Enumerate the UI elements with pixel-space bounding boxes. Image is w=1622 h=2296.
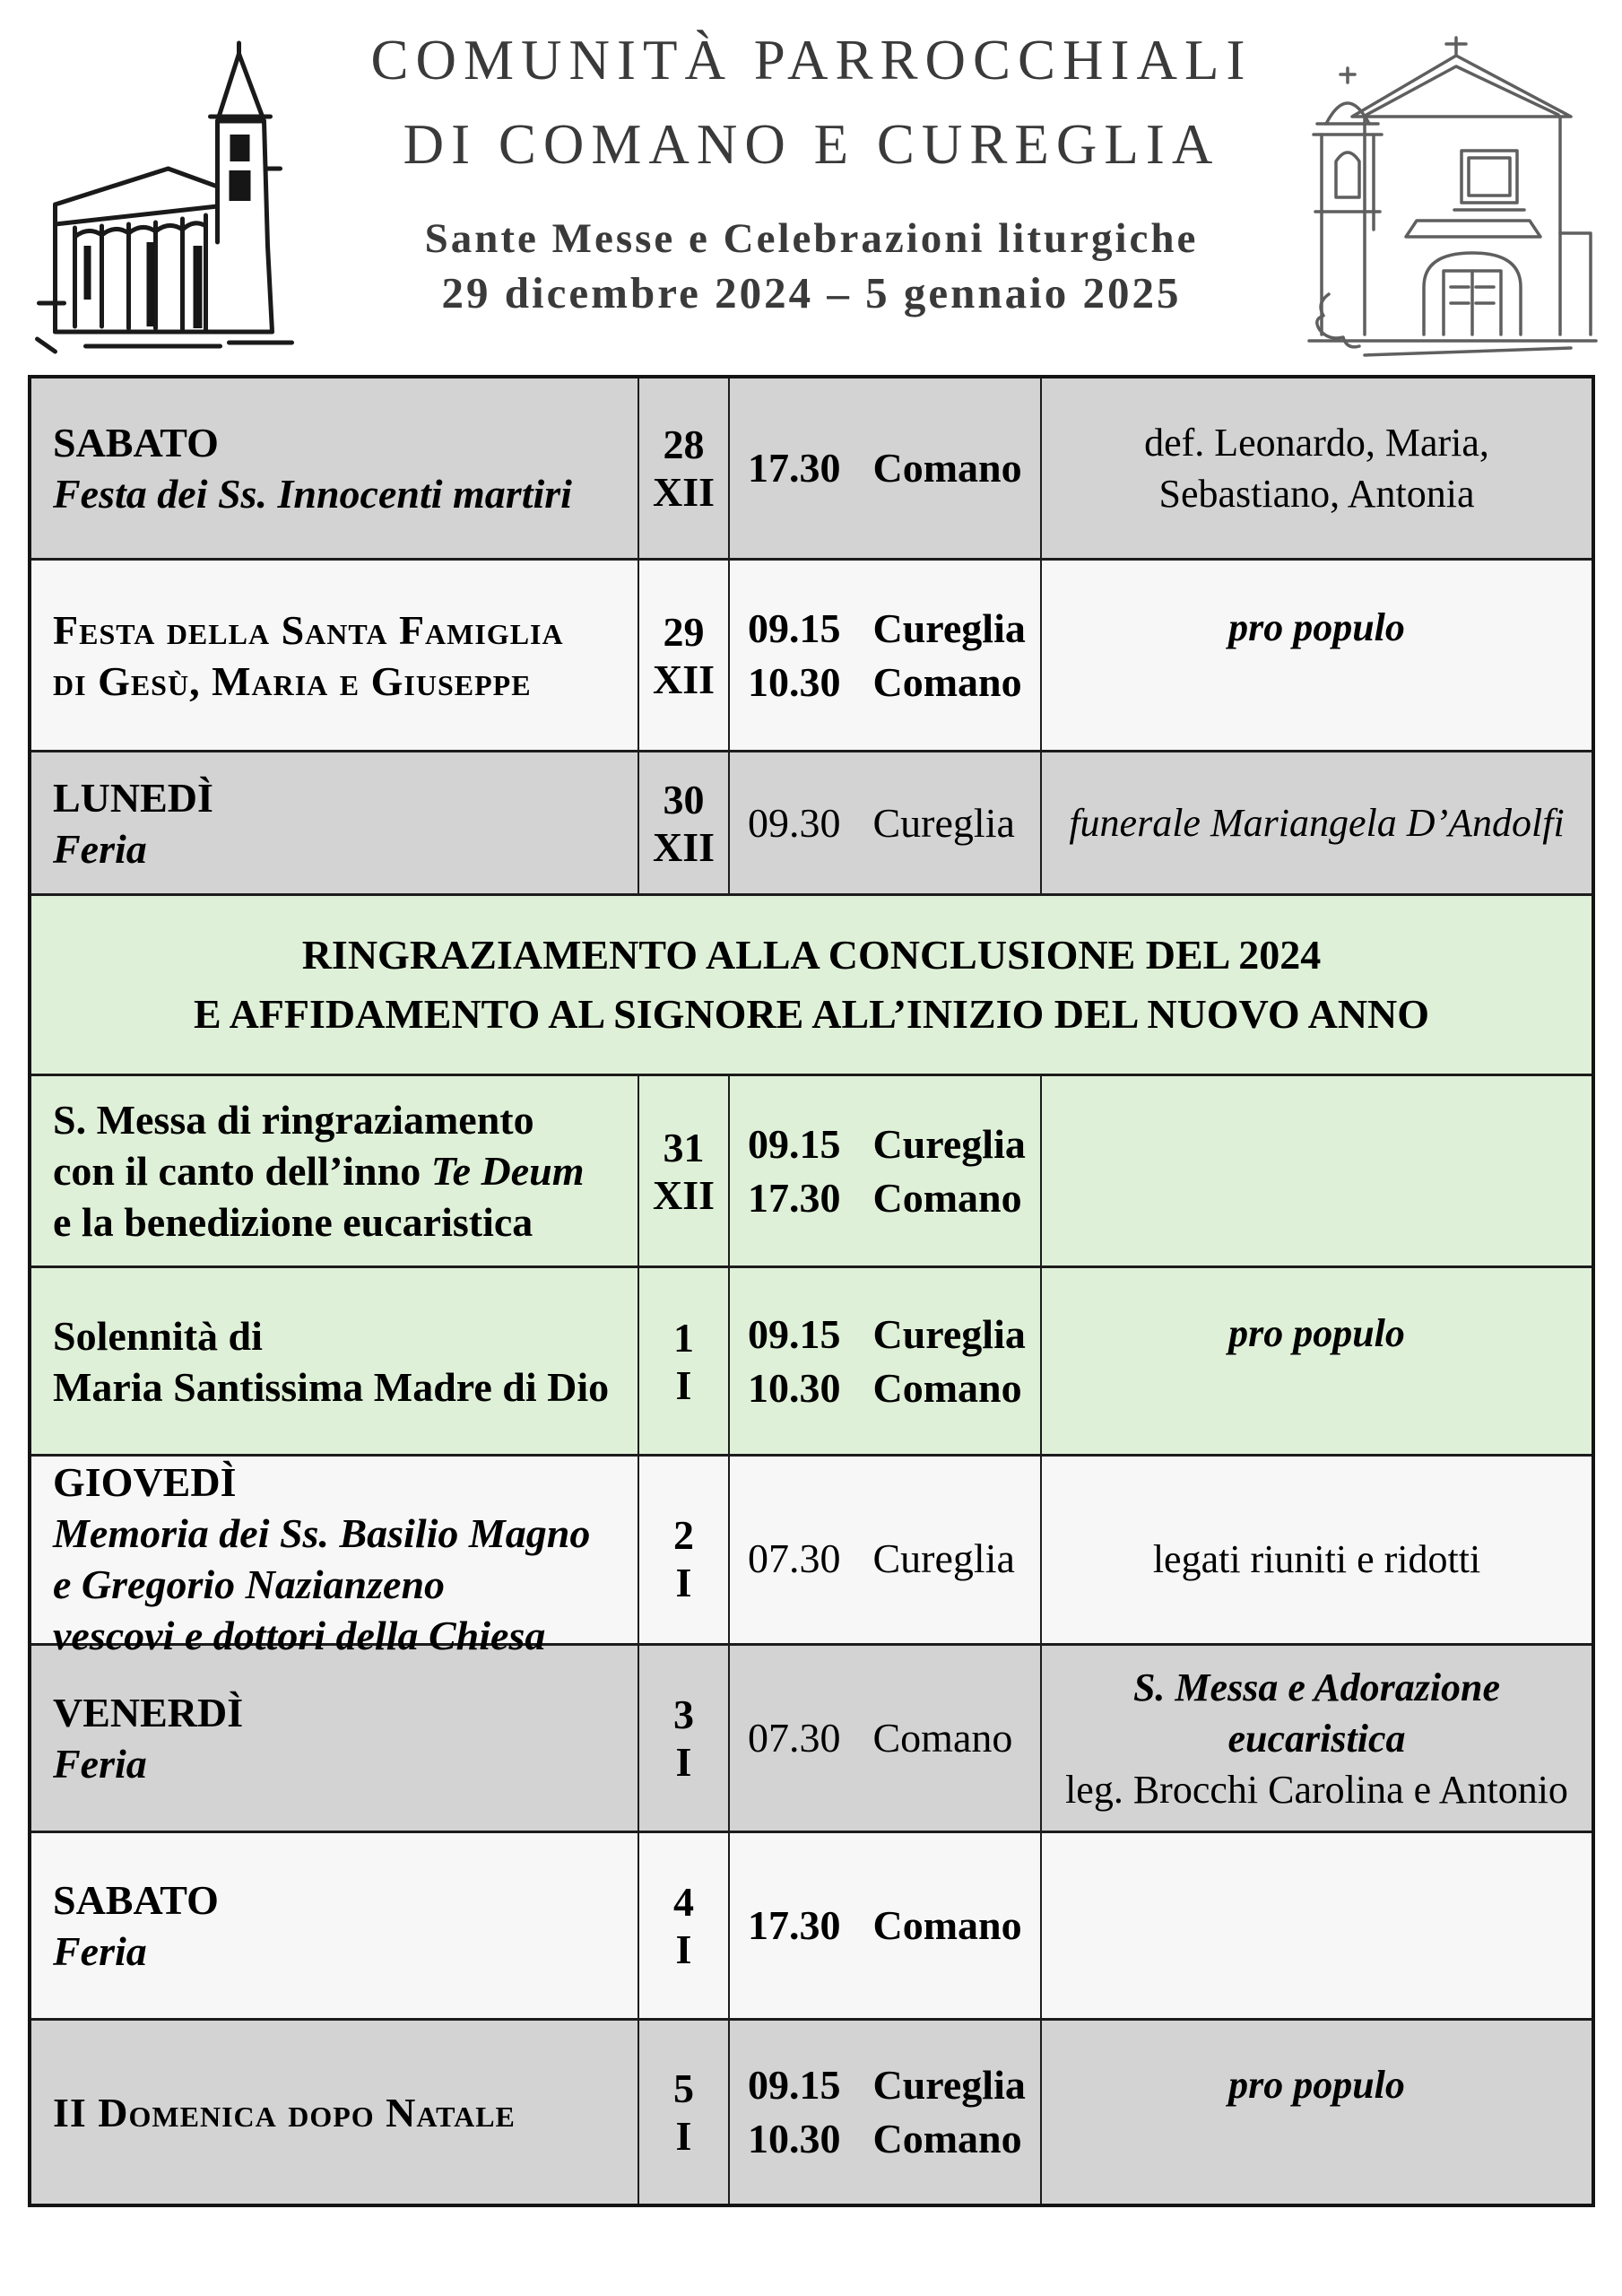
celebration-name: S. Messa di ringraziamento (53, 1097, 534, 1143)
mass-time: 10.30 (748, 1364, 841, 1411)
mass-place: Cureglia (872, 1120, 1026, 1167)
banner-line1: RINGRAZIAMENTO ALLA CONCLUSIONE DEL 2024 (301, 932, 1322, 978)
day-cell (31, 752, 638, 893)
mass-place: Cureglia (872, 1535, 1015, 1581)
feast-name: Maria Santissima Madre di Dio (53, 1363, 610, 1410)
day-cell (31, 2021, 638, 2204)
table-row-giovedi-2 (31, 1454, 1592, 1658)
day-cell (31, 1833, 638, 2018)
date-cell (638, 2021, 728, 2204)
feast-name: vescovi e dottori della Chiesa (53, 1613, 546, 1658)
feast-name: II Domenica dopo Natale (53, 2089, 516, 2135)
date-cell (638, 752, 728, 893)
schedule-entry (748, 1308, 1040, 1361)
day-name: LUNEDÌ (53, 774, 213, 821)
mass-time: 07.30 (748, 1715, 841, 1761)
date-cell (638, 1646, 728, 1831)
date-month: XII (652, 656, 716, 702)
mass-place: Cureglia (872, 2062, 1026, 2108)
day-cell (31, 1646, 638, 1831)
date-month: XII (652, 823, 716, 870)
mass-place: Comano (872, 1715, 1013, 1761)
feast-name: Feria (53, 825, 147, 872)
intention-line: pro populo (1228, 605, 1405, 649)
table-row-lunedi-30 (31, 750, 1592, 893)
date-month: I (675, 2113, 692, 2159)
mass-place: Cureglia (872, 799, 1015, 846)
schedule-entry (748, 796, 1040, 850)
mass-place: Comano (872, 1902, 1022, 1948)
feast-name: e Gregorio Nazianzeno (53, 1561, 446, 1607)
intention-line: S. Messa e Adorazione eucaristica (1132, 1665, 1501, 1761)
date-month: XII (652, 1171, 716, 1218)
mass-time: 17.30 (748, 1174, 841, 1221)
schedule-entry (748, 1899, 1040, 1952)
mass-time: 09.30 (748, 799, 841, 846)
date-day: 4 (673, 1879, 694, 1925)
date-cell (638, 378, 728, 558)
schedule-entry (748, 1532, 1040, 1586)
table-row-venerdi-3 (31, 1643, 1592, 1831)
day-name: VENERDÌ (53, 1690, 244, 1735)
date-day: 5 (673, 2066, 694, 2111)
intention-line: legati riuniti e ridotti (1152, 1536, 1481, 1581)
page-title-line1: COMUNITÀ PARROCCHIALI (370, 29, 1253, 91)
banner-line2: E AFFIDAMENTO AL SIGNORE ALL’INIZIO DEL NUOVO ANNO (193, 991, 1430, 1037)
mass-schedule-table (28, 375, 1595, 2207)
mass-place: Comano (872, 2116, 1022, 2161)
church-sketch-right-icon (1302, 25, 1602, 377)
schedule-cell (728, 561, 1040, 750)
mass-time: 09.15 (748, 2062, 841, 2108)
schedule-cell (728, 1646, 1040, 1831)
page-title-line2: DI COMANO E CUREGLIA (403, 113, 1220, 176)
schedule-cell (728, 2021, 1040, 2204)
mass-time: 17.30 (748, 445, 841, 491)
schedule-cell (728, 752, 1040, 893)
date-cell (638, 1457, 728, 1661)
intention-line: Sebastiano, Antonia (1158, 472, 1475, 516)
intention-cell (1040, 561, 1592, 750)
date-month: I (675, 1926, 692, 1972)
te-deum-emphasis: Te Deum (430, 1148, 585, 1194)
church-sketch-left-icon (30, 34, 313, 361)
banner-row (31, 893, 1592, 1074)
mass-place: Comano (872, 1364, 1022, 1411)
intention-cell (1040, 1833, 1592, 2018)
date-day: 1 (673, 1314, 694, 1361)
schedule-entry (748, 602, 1040, 656)
schedule-cell (728, 1076, 1040, 1265)
intention-cell (1040, 378, 1592, 558)
date-day: 31 (663, 1124, 705, 1170)
date-cell (638, 1268, 728, 1454)
mass-time: 09.15 (748, 604, 841, 651)
mass-time: 09.15 (748, 1310, 841, 1357)
intention-cell (1040, 1076, 1592, 1265)
mass-place: Cureglia (872, 604, 1026, 651)
schedule-entry (748, 1171, 1040, 1225)
mass-place: Cureglia (872, 1310, 1026, 1357)
mass-time: 10.30 (748, 658, 841, 705)
intention-cell (1040, 752, 1592, 893)
intention-line: pro populo (1228, 1311, 1405, 1355)
table-row-sabato-4 (31, 1831, 1592, 2018)
date-cell (638, 561, 728, 750)
intention-cell (1040, 1268, 1592, 1454)
date-month: I (675, 1560, 692, 1605)
day-cell (31, 561, 638, 750)
date-month: I (675, 1361, 692, 1408)
day-cell (31, 378, 638, 558)
schedule-entry (748, 1711, 1040, 1765)
date-day: 30 (663, 776, 705, 822)
schedule-entry (748, 2112, 1040, 2166)
table-row-domenica-5 (31, 2018, 1592, 2204)
day-name: GIOVEDÌ (53, 1459, 237, 1505)
mass-place: Comano (872, 658, 1022, 705)
schedule-entry (748, 1118, 1040, 1171)
table-row-sabato-28 (31, 378, 1592, 558)
mass-time: 09.15 (748, 1120, 841, 1167)
day-cell (31, 1268, 638, 1454)
schedule-cell (728, 1268, 1040, 1454)
intention-line: funerale Mariangela D’Andolfi (1069, 801, 1565, 845)
intention-cell (1040, 2021, 1592, 2204)
feast-name: Feria (53, 1928, 147, 1974)
celebration-name: con il canto dell’inno Te Deum (53, 1148, 585, 1194)
date-cell (638, 1076, 728, 1265)
feast-name: Memoria dei Ss. Basilio Magno (53, 1510, 591, 1556)
mass-place: Comano (872, 1174, 1022, 1221)
schedule-entry (748, 1361, 1040, 1415)
table-row-te-deum-31 (31, 1074, 1592, 1265)
subtitle-date-range: 29 dicembre 2024 – 5 gennaio 2025 (441, 268, 1182, 317)
table-row-madre-di-dio-1 (31, 1265, 1592, 1454)
intention-line: pro populo (1228, 2062, 1405, 2107)
intention-line: leg. Brocchi Carolina e Antonio (1065, 1767, 1568, 1812)
schedule-cell (728, 378, 1040, 558)
mass-time: 17.30 (748, 1902, 841, 1948)
date-month: XII (652, 469, 716, 515)
mass-time: 07.30 (748, 1535, 841, 1581)
intention-line: def. Leonardo, Maria, (1144, 421, 1489, 465)
schedule-entry (748, 441, 1040, 495)
schedule-cell (728, 1457, 1040, 1661)
day-name: SABATO (53, 420, 219, 465)
year-end-banner (31, 896, 1592, 1074)
intention-cell (1040, 1646, 1592, 1831)
title-block (318, 27, 1305, 319)
day-cell (31, 1076, 638, 1265)
subtitle-line1: Sante Messe e Celebrazioni liturgiche (424, 215, 1199, 262)
date-cell (638, 1833, 728, 2018)
celebration-name: e la benedizione eucaristica (53, 1199, 533, 1245)
mass-time: 10.30 (748, 2116, 841, 2161)
schedule-entry (748, 656, 1040, 709)
date-day: 2 (673, 1512, 694, 1558)
date-month: I (675, 1739, 692, 1785)
feast-name: Feria (53, 1741, 147, 1787)
feast-name: Festa della Santa Famiglia (53, 606, 564, 653)
day-name: SABATO (53, 1877, 219, 1923)
date-day: 28 (663, 422, 705, 467)
date-day: 29 (663, 608, 705, 655)
table-row-santa-famiglia-29 (31, 558, 1592, 750)
feast-name: di Gesù, Maria e Giuseppe (53, 657, 532, 704)
schedule-cell (728, 1833, 1040, 2018)
mass-place: Comano (872, 445, 1022, 491)
feast-name: Solennità di (53, 1312, 263, 1359)
intention-cell (1040, 1457, 1592, 1661)
feast-name: Festa dei Ss. Innocenti martiri (53, 471, 572, 517)
date-day: 3 (673, 1692, 694, 1737)
header (0, 0, 1622, 375)
day-cell (31, 1457, 638, 1661)
schedule-entry (748, 2058, 1040, 2112)
